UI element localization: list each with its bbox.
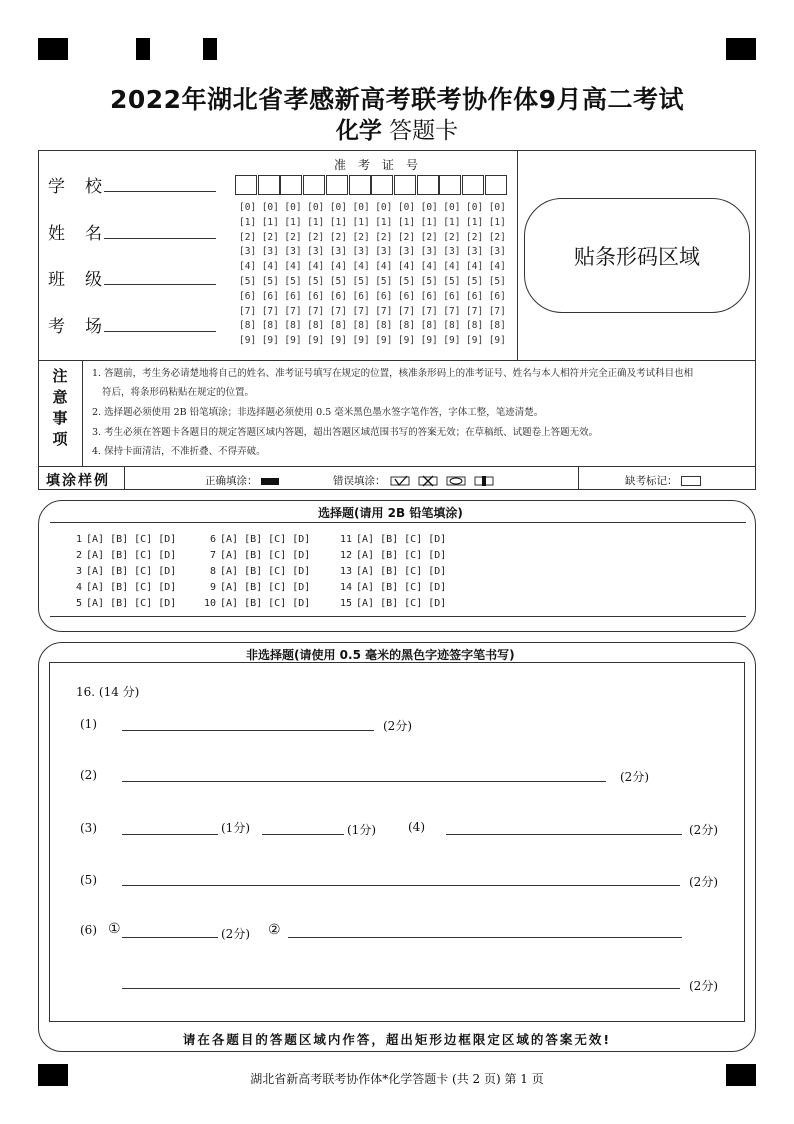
mc-options[interactable]: [A] [B] [C] [D] [356, 550, 447, 561]
exam-id-digit[interactable]: [0] [397, 202, 416, 213]
exam-id-digit[interactable]: [0] [261, 202, 279, 213]
exam-id-digit[interactable]: [4] [329, 261, 347, 273]
mc-question-number: 7 [209, 550, 216, 561]
exam-id-cell[interactable] [258, 175, 280, 195]
exam-id-digit[interactable]: [3] [352, 246, 370, 258]
notes-heading [40, 366, 80, 450]
exam-id-digit[interactable]: [5] [488, 276, 506, 287]
exam-id-digit[interactable]: [4] [239, 261, 257, 273]
exam-id-digit[interactable]: [3] [307, 246, 325, 258]
mc-options[interactable]: [A] [B] [C] [D] [220, 582, 311, 593]
points-label: (1分) [221, 821, 250, 835]
exam-id-digit[interactable]: [3] [239, 246, 257, 258]
exam-id-digit[interactable]: [8] [239, 320, 257, 332]
part-4-label: (4) [408, 820, 425, 834]
wrong-fill [333, 473, 501, 488]
exam-id-digit[interactable]: [9] [443, 335, 461, 347]
mc-question-row[interactable] [66, 550, 176, 561]
mc-options[interactable]: [A] [B] [C] [D] [86, 566, 177, 577]
mc-question-number: 12 [339, 550, 352, 561]
exam-id-digit[interactable]: [5] [284, 276, 302, 287]
points-label: (2分) [620, 770, 649, 784]
divider [50, 616, 746, 617]
exam-id-digit[interactable]: [0] [420, 202, 438, 213]
correct-fill [205, 473, 279, 488]
mc-question-number: 10 [203, 598, 216, 609]
exam-id-digit[interactable]: [7] [488, 305, 506, 317]
free-response-title: 非选择题(请使用 0.5 毫米的黑色字迹签字笔书写) [246, 648, 515, 662]
exam-id-digit[interactable]: [3] [397, 246, 416, 258]
mc-question-number: 15 [339, 598, 352, 609]
subject-name: 化学 [335, 118, 382, 144]
mc-question-row[interactable] [66, 582, 176, 593]
exam-id-digit[interactable]: [8] [466, 320, 484, 332]
part-3-label: (3) [80, 821, 97, 835]
exam-id-cell[interactable] [326, 175, 348, 195]
part-1-label: (1) [80, 717, 97, 731]
mc-options[interactable]: [A] [B] [C] [D] [356, 534, 447, 545]
exam-id-digit[interactable]: [3] [488, 246, 506, 258]
exam-id-digit[interactable]: [1] [239, 216, 257, 228]
exam-id-digit[interactable]: [9] [284, 335, 302, 347]
divider [50, 522, 746, 523]
exam-id-digit[interactable]: [9] [261, 335, 279, 347]
exam-id-cell[interactable] [485, 175, 507, 195]
exam-id-digit[interactable]: [4] [488, 261, 506, 273]
exam-id-digit[interactable]: [4] [375, 261, 393, 273]
mc-question-number: 4 [75, 582, 82, 593]
divider [38, 466, 756, 467]
answer-line-4[interactable] [446, 834, 682, 835]
mc-options[interactable]: [A] [B] [C] [D] [220, 550, 311, 561]
exam-id-digit[interactable]: [9] [307, 335, 325, 347]
exam-id-digit[interactable]: [7] [329, 305, 347, 317]
exam-id-digit[interactable]: [1] [397, 216, 416, 228]
exam-id-digit[interactable]: [5] [420, 276, 438, 287]
exam-id-digit[interactable]: [0] [375, 202, 393, 213]
mc-question-row[interactable] [66, 534, 176, 545]
sub-part-1-label: ① [108, 921, 121, 937]
exam-id-digit[interactable]: [1] [352, 216, 370, 228]
exam-id-digit[interactable]: [8] [488, 320, 506, 332]
mc-question-number: 3 [75, 566, 82, 577]
exam-id-digit[interactable]: [1] [261, 216, 279, 228]
exam-id-digit[interactable]: [4] [307, 261, 325, 273]
exam-id-digit[interactable]: [4] [397, 261, 416, 273]
exam-id-digit[interactable]: [7] [239, 305, 257, 317]
wrong-fill-label: 错误填涂： [333, 475, 386, 487]
exam-id-digit[interactable]: [7] [443, 305, 461, 317]
exam-id-digit[interactable]: [9] [466, 335, 484, 347]
divider [82, 360, 83, 466]
mc-options[interactable]: [A] [B] [C] [D] [86, 550, 177, 561]
exam-id-digit[interactable]: [8] [261, 320, 279, 332]
note-item: 4. 保持卡面清洁，不准折叠、不得弄破。 [92, 446, 266, 457]
exam-id-digit[interactable]: [6] [443, 290, 461, 302]
exam-id-digit[interactable]: [0] [466, 202, 484, 213]
exam-id-digit[interactable]: [8] [443, 320, 461, 332]
mc-options[interactable]: [A] [B] [C] [D] [220, 598, 311, 609]
exam-id-title: 准考证号 [334, 158, 431, 172]
exam-id-digit[interactable]: [8] [375, 320, 393, 332]
exam-title: 2022年湖北省孝感新高考联考协作体9月高二考试 [110, 85, 684, 114]
exam-id-digit[interactable]: [4] [352, 261, 370, 273]
mc-question-row[interactable] [336, 550, 446, 561]
exam-id-digit[interactable]: [6] [420, 290, 438, 302]
exam-id-digit[interactable]: [2] [443, 231, 461, 243]
exam-id-digit[interactable]: [9] [329, 335, 347, 347]
answer-line-5[interactable] [122, 885, 680, 886]
divider [38, 360, 756, 361]
answer-line-6a[interactable] [122, 937, 218, 938]
page-footer: 湖北省新高考联考协作体*化学答题卡 (共 2 页) 第 1 页 [250, 1072, 544, 1086]
exam-id-digit[interactable]: [5] [261, 276, 279, 287]
exam-id-digit[interactable]: [4] [443, 261, 461, 273]
exam-id-digit[interactable]: [6] [352, 290, 370, 302]
divider [578, 466, 579, 490]
exam-id-digit[interactable]: [1] [329, 216, 347, 228]
exam-id-digit[interactable]: [6] [239, 290, 257, 302]
exam-id-digit[interactable]: [3] [443, 246, 461, 258]
exam-id-digit[interactable]: [4] [466, 261, 484, 273]
exam-id-digit[interactable]: [8] [307, 320, 325, 332]
mc-question-number: 14 [339, 582, 352, 593]
exam-id-digit[interactable]: [2] [284, 231, 302, 243]
mc-question-number: 5 [75, 598, 82, 609]
mc-question-row[interactable] [200, 598, 310, 609]
mc-question-number: 8 [209, 566, 216, 577]
area-warning: 请在各题目的答题区域内作答，超出矩形边框限定区域的答案无效! [182, 1032, 612, 1047]
exam-id-digit[interactable]: [8] [284, 320, 302, 332]
part-5-label: (5) [80, 873, 97, 887]
mc-options[interactable]: [A] [B] [C] [D] [86, 598, 177, 609]
name-field[interactable] [104, 238, 216, 239]
exam-id-digit[interactable]: [4] [284, 261, 302, 273]
answer-line-2[interactable] [122, 781, 606, 782]
exam-id-digit[interactable]: [0] [488, 202, 506, 213]
mc-question-number: 1 [75, 534, 82, 545]
mc-question-number: 6 [209, 534, 216, 545]
mc-question-row[interactable] [66, 598, 176, 609]
exam-id-digit[interactable]: [1] [375, 216, 393, 228]
mc-question-row[interactable] [336, 582, 446, 593]
notes-heading-text: 注意事项 [52, 367, 68, 448]
exam-id-digit[interactable]: [2] [375, 231, 393, 243]
answer-line-3a[interactable] [122, 834, 218, 835]
class-field[interactable] [104, 284, 216, 285]
mc-question-row[interactable] [66, 566, 176, 577]
mc-question-row[interactable] [200, 534, 310, 545]
exam-id-digit[interactable]: [7] [466, 305, 484, 317]
exam-id-digit[interactable]: [2] [420, 231, 438, 243]
name-label: 姓名 [48, 224, 122, 244]
mc-question-row[interactable] [336, 598, 446, 609]
exam-id-digit[interactable]: [9] [375, 335, 393, 347]
exam-id-cell[interactable] [439, 175, 461, 195]
exam-id-digit[interactable]: [7] [420, 305, 438, 317]
exam-id-digit[interactable]: [5] [307, 276, 325, 287]
exam-id-digit[interactable]: [8] [397, 320, 416, 332]
barcode-area [524, 198, 750, 313]
mc-options[interactable]: [A] [B] [C] [D] [356, 598, 447, 609]
points-label: (2分) [689, 823, 718, 837]
absent-mark-label: 缺考标记： [625, 475, 678, 487]
exam-id-digit[interactable]: [8] [352, 320, 370, 332]
divider [517, 150, 518, 360]
absent-mark [625, 473, 701, 488]
exam-id-digit[interactable]: [6] [329, 290, 347, 302]
exam-id-digit[interactable]: [1] [443, 216, 461, 228]
exam-id-cell[interactable] [462, 175, 484, 195]
note-item: 1. 答题前，考生务必请楚地将自己的姓名、准考证号填写在规定的位置，核准条形码上的准考证号、姓名与本人相符并完全正确及考试科目也相 [92, 368, 694, 379]
card-name: 答题卡 [389, 118, 459, 144]
absent-box[interactable] [681, 476, 701, 486]
exam-id-digit[interactable]: [0] [307, 202, 325, 213]
fill-example-label: 填涂样例 [46, 473, 110, 489]
school-label: 学校 [48, 177, 122, 197]
note-item: 3. 考生必须在答题卡各题目的规定答题区域内答题，超出答题区域范围书写的答案无效；在草稿纸、试题卷上答题无效。 [92, 427, 599, 438]
points-label: (2分) [689, 875, 718, 889]
exam-id-digit[interactable]: [9] [352, 335, 370, 347]
exam-id-digit[interactable]: [0] [352, 202, 370, 213]
exam-id-digit[interactable]: [6] [284, 290, 302, 302]
answer-line-6c[interactable] [122, 988, 680, 989]
exam-id-digit[interactable]: [6] [466, 290, 484, 302]
mc-question-row[interactable] [336, 566, 446, 577]
position-mark [203, 38, 217, 60]
mc-question-row[interactable] [200, 566, 310, 577]
barcode-label: 贴条形码区域 [574, 244, 700, 269]
exam-id-digit[interactable]: [2] [397, 231, 416, 243]
position-mark [38, 38, 68, 60]
exam-id-digit[interactable]: [3] [261, 246, 279, 258]
sub-part-2-label: ② [268, 922, 281, 938]
points-label: (2分) [383, 719, 412, 733]
exam-id-digit[interactable]: [5] [375, 276, 393, 287]
note-item: 2. 选择题必须使用 2B 铅笔填涂；非选择题必须使用 0.5 毫米黑色墨水签字笔作答，字体工整，笔迹清楚。 [92, 407, 544, 418]
mc-question-number: 11 [339, 534, 352, 545]
exam-id-digit[interactable]: [1] [466, 216, 484, 228]
mc-options[interactable]: [A] [B] [C] [D] [356, 582, 447, 593]
mc-options[interactable]: [A] [B] [C] [D] [86, 582, 177, 593]
answer-frame [49, 662, 745, 1022]
question-16-title: 16. (14 分) [76, 685, 140, 699]
points-label: (2分) [221, 927, 250, 941]
exam-id-cell[interactable] [235, 175, 257, 195]
exam-id-digit[interactable]: [2] [307, 231, 325, 243]
exam-id-digit[interactable]: [0] [329, 202, 347, 213]
part-6-label: (6) [80, 923, 97, 937]
exam-id-digit[interactable]: [6] [488, 290, 506, 302]
exam-id-digit[interactable]: [1] [488, 216, 506, 228]
exam-id-digit[interactable]: [7] [397, 305, 416, 317]
exam-id-digit[interactable]: [5] [443, 276, 461, 287]
exam-id-cell[interactable] [349, 175, 371, 195]
exam-id-digit[interactable]: [5] [397, 276, 416, 287]
exam-id-digit[interactable]: [7] [284, 305, 302, 317]
part-2-label: (2) [80, 768, 97, 782]
exam-id-digit[interactable]: [4] [261, 261, 279, 273]
exam-id-digit[interactable]: [3] [284, 246, 302, 258]
exam-id-digit[interactable]: [2] [239, 231, 257, 243]
exam-id-digit[interactable]: [8] [329, 320, 347, 332]
mc-options[interactable]: [A] [B] [C] [D] [220, 566, 311, 577]
exam-id-digit[interactable]: [5] [239, 276, 257, 287]
note-item: 符后，将条形码粘贴在规定的位置。 [102, 387, 255, 398]
exam-id-digit[interactable]: [4] [420, 261, 438, 273]
exam-id-digit[interactable]: [0] [239, 202, 257, 213]
exam-id-digit[interactable]: [5] [329, 276, 347, 287]
exam-id-cell[interactable] [303, 175, 325, 195]
room-label: 考场 [48, 317, 122, 337]
exam-id-digit[interactable]: [7] [375, 305, 393, 317]
class-label: 班级 [48, 270, 122, 290]
exam-id-digit[interactable]: [6] [397, 290, 416, 302]
exam-id-digit[interactable]: [5] [352, 276, 370, 287]
exam-id-digit[interactable]: [2] [488, 231, 506, 243]
exam-id-digit[interactable]: [3] [375, 246, 393, 258]
exam-id-digit[interactable]: [3] [466, 246, 484, 258]
mc-question-row[interactable] [200, 582, 310, 593]
points-label: (1分) [347, 823, 376, 837]
exam-id-digit[interactable]: [9] [420, 335, 438, 347]
exam-id-digit[interactable]: [3] [329, 246, 347, 258]
exam-id-digit[interactable]: [2] [352, 231, 370, 243]
position-mark [726, 38, 756, 60]
mc-options[interactable]: [A] [B] [C] [D] [220, 534, 311, 545]
exam-id-cell[interactable] [371, 175, 393, 195]
mc-question-number: 9 [209, 582, 216, 593]
exam-id-digit[interactable]: [7] [261, 305, 279, 317]
filled-mark-icon [261, 478, 279, 485]
points-label: (2分) [689, 979, 718, 993]
exam-id-digit[interactable]: [6] [307, 290, 325, 302]
multiple-choice-title: 选择题(请用 2B 铅笔填涂) [318, 506, 463, 520]
exam-id-digit[interactable]: [2] [466, 231, 484, 243]
mc-options[interactable]: [A] [B] [C] [D] [86, 534, 177, 545]
exam-id-digit[interactable]: [7] [352, 305, 370, 317]
mc-question-number: 13 [339, 566, 352, 577]
exam-id-digit[interactable]: [1] [307, 216, 325, 228]
exam-id-digit[interactable]: [2] [329, 231, 347, 243]
exam-id-digit[interactable]: [1] [284, 216, 302, 228]
exam-id-digit[interactable]: [0] [284, 202, 302, 213]
exam-id-digit[interactable]: [7] [307, 305, 325, 317]
mc-question-row[interactable] [336, 534, 446, 545]
exam-id-cell[interactable] [417, 175, 439, 195]
mc-question-row[interactable] [200, 550, 310, 561]
exam-id-digit[interactable]: [9] [239, 335, 257, 347]
school-field[interactable] [104, 191, 216, 192]
exam-id-digit[interactable]: [8] [420, 320, 438, 332]
position-mark [136, 38, 150, 60]
exam-id-digit[interactable]: [9] [397, 335, 416, 347]
answer-line-1[interactable] [122, 730, 374, 731]
exam-id-digit[interactable]: [2] [261, 231, 279, 243]
exam-id-cell[interactable] [394, 175, 416, 195]
exam-id-digit[interactable]: [6] [261, 290, 279, 302]
exam-id-digit[interactable]: [6] [375, 290, 393, 302]
wrong-marks-icon [389, 475, 501, 487]
exam-id-digit[interactable]: [3] [420, 246, 438, 258]
exam-id-digit[interactable]: [0] [443, 202, 461, 213]
exam-id-cell[interactable] [280, 175, 302, 195]
mc-question-number: 2 [75, 550, 82, 561]
divider [124, 466, 125, 490]
exam-id-digit[interactable]: [1] [420, 216, 438, 228]
mc-options[interactable]: [A] [B] [C] [D] [356, 566, 447, 577]
answer-line-3b[interactable] [262, 834, 344, 835]
answer-line-6b[interactable] [288, 937, 682, 938]
correct-fill-label: 正确填涂： [205, 475, 258, 487]
exam-id-digit[interactable]: [9] [488, 335, 506, 347]
exam-id-digit[interactable]: [5] [466, 276, 484, 287]
room-field[interactable] [104, 331, 216, 332]
card-subtitle [0, 112, 794, 145]
